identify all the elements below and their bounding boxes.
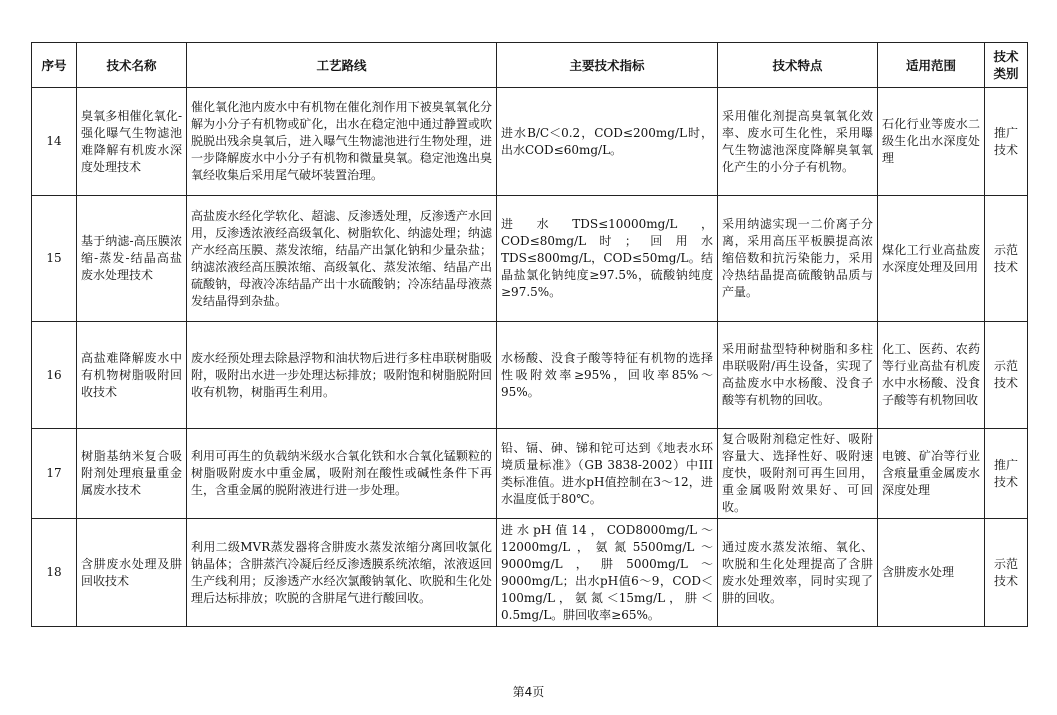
header-name: 技术名称 bbox=[77, 43, 187, 88]
row-scope: 煤化工行业高盐废水深度处理及回用 bbox=[878, 196, 985, 322]
row-no: 17 bbox=[32, 429, 77, 519]
row-name: 臭氧多相催化氧化-强化曝气生物滤池难降解有机废水深度处理技术 bbox=[77, 88, 187, 196]
row-scope: 含肼废水处理 bbox=[878, 519, 985, 627]
row-category: 推广技术 bbox=[985, 429, 1028, 519]
table-row bbox=[32, 88, 1028, 196]
row-features: 采用纳滤实现一二价离子分离，采用高压平板膜提高浓缩倍数和抗污染能力，采用冷热结晶提高硫酸钠品质与产量。 bbox=[718, 196, 878, 322]
header-features: 技术特点 bbox=[718, 43, 878, 88]
row-indicators: 进水B/C＜0.2，COD≤200mg/L时，出水COD≤60mg/L。 bbox=[497, 88, 718, 196]
row-features: 复合吸附剂稳定性好、吸附容量大、选择性好、吸附速度快，吸附剂可再生回用，重金属吸附效果好、可回收。 bbox=[718, 429, 878, 519]
row-features: 采用催化剂提高臭氧氧化效率、废水可生化性，采用曝气生物滤池深度降解臭氧氧化产生的小分子有机物。 bbox=[718, 88, 878, 196]
table-row bbox=[32, 519, 1028, 627]
row-route: 利用二级MVR蒸发器将含肼废水蒸发浓缩分离回收氯化钠晶体；含肼蒸汽冷凝后经反渗透膜系统浓缩，浓液返回生产线利用；反渗透产水经次氯酸钠氧化、吹脱和生化处理后达标排放；吹脱的含肼尾气进行酸回收。 bbox=[187, 519, 497, 627]
row-route: 催化氧化池内废水中有机物在催化剂作用下被臭氧氧化分解为小分子有机物或矿化，出水在稳定池中通过静置或吹脱脱出残余臭氧后，进入曝气生物滤池进行生物处理，进一步降解废水中小分子有机物和微量臭氧。稳定池逸出臭氧经收集后采用尾气破坏装置治理。 bbox=[187, 88, 497, 196]
header-route: 工艺路线 bbox=[187, 43, 497, 88]
row-category: 示范技术 bbox=[985, 196, 1028, 322]
technology-table bbox=[31, 42, 1028, 627]
table-row bbox=[32, 429, 1028, 519]
row-scope: 石化行业等废水二级生化出水深度处理 bbox=[878, 88, 985, 196]
row-no: 18 bbox=[32, 519, 77, 627]
row-scope: 电镀、矿冶等行业含痕量重金属废水深度处理 bbox=[878, 429, 985, 519]
header-category: 技术类别 bbox=[985, 43, 1028, 88]
row-name: 树脂基纳米复合吸附剂处理痕量重金属废水技术 bbox=[77, 429, 187, 519]
row-features: 采用耐盐型特种树脂和多柱串联吸附/再生设备，实现了高盐废水中水杨酸、没食子酸等有机物的回收。 bbox=[718, 322, 878, 429]
table-row bbox=[32, 196, 1028, 322]
row-scope: 化工、医药、农药等行业高盐有机废水中水杨酸、没食子酸等有机物回收 bbox=[878, 322, 985, 429]
row-name: 高盐难降解废水中有机物树脂吸附回收技术 bbox=[77, 322, 187, 429]
row-category: 示范技术 bbox=[985, 322, 1028, 429]
page-number: 第4页 bbox=[512, 685, 545, 699]
row-no: 15 bbox=[32, 196, 77, 322]
row-features: 通过废水蒸发浓缩、氧化、吹脱和生化处理提高了含肼废水处理效率，同时实现了肼的回收。 bbox=[718, 519, 878, 627]
row-indicators: 铅、镉、砷、锑和铊可达到《地表水环境质量标准》（GB 3838-2002）中III类标准值。进水pH值控制在3～12，进水温度低于80℃。 bbox=[497, 429, 718, 519]
row-category: 示范技术 bbox=[985, 519, 1028, 627]
row-indicators: 水杨酸、没食子酸等特征有机物的选择性吸附效率≥95%，回收率85%～95%。 bbox=[497, 322, 718, 429]
row-name: 基于纳滤-高压膜浓缩-蒸发-结晶高盐废水处理技术 bbox=[77, 196, 187, 322]
row-route: 废水经预处理去除悬浮物和油状物后进行多柱串联树脂吸附，吸附出水进一步处理达标排放；吸附饱和树脂脱附回收有机物，树脂再生利用。 bbox=[187, 322, 497, 429]
row-no: 16 bbox=[32, 322, 77, 429]
row-route: 高盐废水经化学软化、超滤、反渗透处理，反渗透产水回用，反渗透浓液经高级氧化、树脂软化、纳滤处理；纳滤产水经高压膜、蒸发浓缩，结晶产出氯化钠和少量杂盐；纳滤浓液经高压膜浓缩、高级氧化、蒸发浓缩、结晶产出硫酸钠，母液冷冻结晶产出十水硫酸钠；冷冻结晶母液蒸发结晶得到杂盐。 bbox=[187, 196, 497, 322]
row-no: 14 bbox=[32, 88, 77, 196]
header-no: 序号 bbox=[32, 43, 77, 88]
header-indicators: 主要技术指标 bbox=[497, 43, 718, 88]
table-header-row bbox=[32, 43, 1028, 88]
row-indicators: 进水TDS≤10000mg/L，COD≤80mg/L时；回用水TDS≤800mg/L，COD≤50mg/L。结晶盐氯化钠纯度≥97.5%，硫酸钠纯度≥97.5%。 bbox=[497, 196, 718, 322]
table-row bbox=[32, 322, 1028, 429]
row-name: 含肼废水处理及肼回收技术 bbox=[77, 519, 187, 627]
row-category: 推广技术 bbox=[985, 88, 1028, 196]
header-scope: 适用范围 bbox=[878, 43, 985, 88]
row-indicators: 进水pH值14，COD8000mg/L～12000mg/L，氨氮5500mg/L～9000mg/L，肼5000mg/L～9000mg/L；出水pH值6～9，COD＜100mg/L，氨氮＜15mg/L，肼＜0.5mg/L。肼回收率≥65%。 bbox=[497, 519, 718, 627]
row-route: 利用可再生的负载纳米级水合氧化铁和水合氧化锰颗粒的树脂吸附废水中重金属，吸附剂在酸性或碱性条件下再生，含重金属的脱附液进行进一步处理。 bbox=[187, 429, 497, 519]
